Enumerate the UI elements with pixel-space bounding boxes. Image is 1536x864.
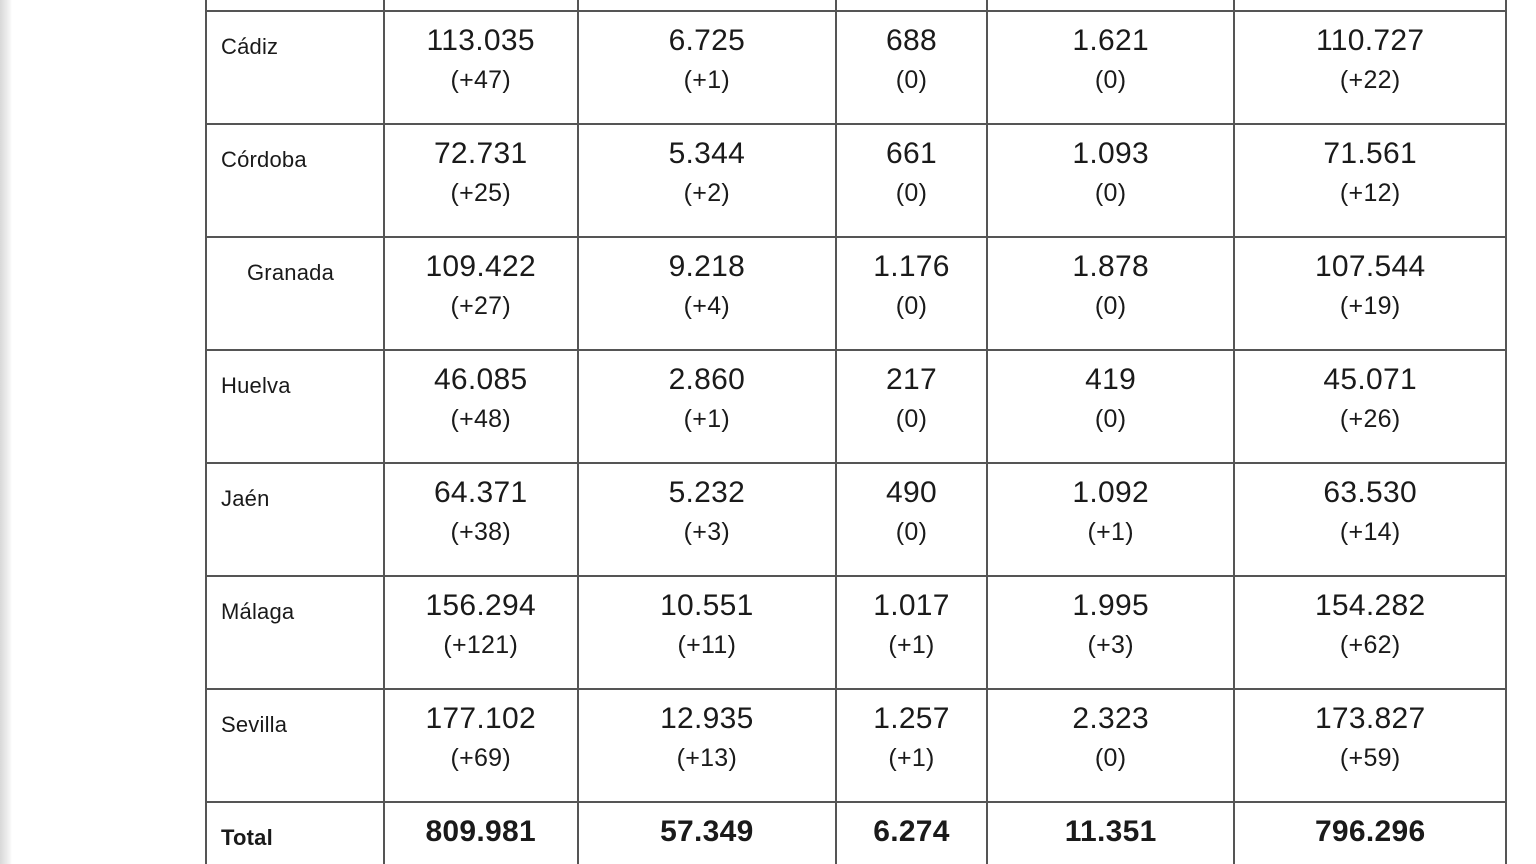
cell-value: 217 bbox=[886, 363, 937, 396]
cell-value: 72.731 bbox=[433, 137, 528, 170]
cell-delta: (+3) bbox=[1087, 631, 1134, 659]
cell-delta: (+4) bbox=[683, 292, 731, 320]
province-data-table bbox=[205, 0, 1507, 864]
data-cell bbox=[578, 124, 837, 237]
data-cell bbox=[987, 0, 1235, 11]
cell-delta: (+11) bbox=[677, 631, 737, 659]
cell-value: 1.176 bbox=[873, 250, 950, 283]
table-row bbox=[206, 463, 1506, 576]
cell-value: 45.071 bbox=[1323, 363, 1417, 396]
cell-delta: (+62) bbox=[1339, 631, 1401, 659]
data-cell bbox=[987, 689, 1235, 802]
cell-delta: (+27) bbox=[450, 292, 511, 320]
province-cell bbox=[206, 11, 384, 124]
data-cell bbox=[836, 463, 987, 576]
cell-delta: (+12) bbox=[1339, 179, 1401, 207]
data-cell bbox=[384, 802, 578, 864]
province-name: Sevilla bbox=[221, 712, 288, 737]
data-cell bbox=[987, 350, 1235, 463]
cell-value: 46.085 bbox=[433, 363, 528, 396]
data-cell bbox=[384, 0, 578, 11]
cell-delta: (0) bbox=[1094, 66, 1127, 94]
data-cell bbox=[1234, 689, 1506, 802]
data-cell bbox=[836, 350, 987, 463]
cell-delta: (0) bbox=[1094, 744, 1127, 772]
province-cell bbox=[206, 0, 384, 11]
cell-delta: (+3) bbox=[683, 518, 731, 546]
cell-value: 1.621 bbox=[1072, 24, 1149, 57]
table-row bbox=[206, 237, 1506, 350]
province-cell bbox=[206, 463, 384, 576]
cell-delta: (+19) bbox=[1339, 292, 1401, 320]
data-cell bbox=[987, 124, 1235, 237]
cell-value: 63.530 bbox=[1323, 476, 1417, 509]
province-cell bbox=[206, 689, 384, 802]
cell-delta: (0) bbox=[895, 66, 928, 94]
data-cell bbox=[836, 237, 987, 350]
data-cell bbox=[987, 576, 1235, 689]
data-cell bbox=[578, 576, 837, 689]
cell-value: 2.323 bbox=[1072, 702, 1149, 735]
cell-value: 109.422 bbox=[425, 250, 536, 283]
cell-value: 6.725 bbox=[668, 24, 746, 57]
data-cell bbox=[1234, 576, 1506, 689]
table-row bbox=[206, 124, 1506, 237]
cell-delta: (+38) bbox=[450, 518, 511, 546]
cell-delta: (+59) bbox=[1339, 744, 1401, 772]
data-cell bbox=[1234, 350, 1506, 463]
cell-value: 10.551 bbox=[660, 589, 754, 622]
table-row bbox=[206, 576, 1506, 689]
cell-value: 64.371 bbox=[433, 476, 528, 509]
table-row bbox=[206, 350, 1506, 463]
cell-delta: (+22) bbox=[1339, 66, 1401, 94]
cell-value: 113.035 bbox=[426, 24, 535, 57]
data-cell bbox=[1234, 463, 1506, 576]
province-name: Total bbox=[221, 825, 273, 850]
data-cell bbox=[578, 11, 837, 124]
data-cell bbox=[1234, 11, 1506, 124]
cell-value: 1.995 bbox=[1072, 589, 1149, 622]
table-row bbox=[206, 689, 1506, 802]
cell-delta: (+25) bbox=[450, 179, 511, 207]
data-cell bbox=[578, 689, 837, 802]
cell-value: 107.544 bbox=[1314, 250, 1426, 283]
cell-value: 1.017 bbox=[873, 589, 950, 622]
province-cell bbox=[206, 576, 384, 689]
cell-delta: (0) bbox=[1094, 292, 1127, 320]
data-cell bbox=[578, 237, 837, 350]
data-cell bbox=[578, 802, 837, 864]
cell-delta: (0) bbox=[895, 179, 928, 207]
data-cell bbox=[384, 124, 578, 237]
cell-value: 6.274 bbox=[873, 815, 950, 848]
cell-delta: (+14) bbox=[1339, 518, 1401, 546]
table-row bbox=[206, 0, 1506, 11]
cell-value: 809.981 bbox=[425, 815, 536, 848]
document-page bbox=[205, 0, 1507, 864]
cell-delta: (0) bbox=[895, 292, 928, 320]
data-cell bbox=[987, 237, 1235, 350]
cell-delta: (0) bbox=[1094, 405, 1127, 433]
cell-value: 177.102 bbox=[425, 702, 536, 735]
data-cell bbox=[836, 124, 987, 237]
cell-value: 12.935 bbox=[660, 702, 754, 735]
data-cell bbox=[384, 237, 578, 350]
cell-delta: (+1) bbox=[888, 744, 935, 772]
data-cell bbox=[836, 689, 987, 802]
data-cell bbox=[578, 463, 837, 576]
cell-value: 110.727 bbox=[1316, 24, 1425, 57]
cell-delta: (+1) bbox=[888, 631, 935, 659]
cell-value: 661 bbox=[886, 137, 937, 170]
province-name: Jaén bbox=[221, 486, 270, 511]
cell-delta: (0) bbox=[895, 405, 928, 433]
data-cell bbox=[836, 11, 987, 124]
cell-value: 1.878 bbox=[1072, 250, 1149, 283]
cell-value: 1.093 bbox=[1072, 137, 1149, 170]
cell-delta: (+121) bbox=[443, 631, 519, 659]
cell-value: 154.282 bbox=[1314, 589, 1426, 622]
province-name: Málaga bbox=[221, 599, 295, 624]
table-row bbox=[206, 11, 1506, 124]
cell-delta: (+26) bbox=[1339, 405, 1401, 433]
cell-value: 796.296 bbox=[1314, 815, 1426, 848]
data-cell bbox=[987, 463, 1235, 576]
province-cell bbox=[206, 124, 384, 237]
cell-value: 1.092 bbox=[1072, 476, 1149, 509]
cell-value: 490 bbox=[886, 476, 937, 509]
data-cell bbox=[836, 0, 987, 11]
cell-value: 5.344 bbox=[668, 137, 746, 170]
cell-value: 5.232 bbox=[668, 476, 746, 509]
province-name: Córdoba bbox=[221, 147, 307, 172]
data-cell bbox=[1234, 124, 1506, 237]
data-cell bbox=[987, 802, 1235, 864]
data-cell bbox=[384, 11, 578, 124]
data-cell bbox=[836, 802, 987, 864]
table-row-total bbox=[206, 802, 1506, 864]
data-cell bbox=[384, 689, 578, 802]
cell-delta: (0) bbox=[1094, 179, 1127, 207]
province-cell bbox=[206, 350, 384, 463]
cell-value: 173.827 bbox=[1314, 702, 1426, 735]
province-name: Cádiz bbox=[221, 34, 279, 59]
cell-value: 57.349 bbox=[660, 815, 754, 848]
province-name: Granada bbox=[247, 260, 335, 285]
cell-value: 156.294 bbox=[425, 589, 536, 622]
data-cell bbox=[384, 576, 578, 689]
cell-value: 9.218 bbox=[668, 250, 746, 283]
cell-delta: (+1) bbox=[1087, 518, 1134, 546]
cell-delta: (0) bbox=[895, 518, 928, 546]
province-cell bbox=[206, 802, 384, 864]
cell-delta: (+69) bbox=[450, 744, 511, 772]
data-cell bbox=[1234, 802, 1506, 864]
data-cell bbox=[836, 576, 987, 689]
cell-value: 71.561 bbox=[1323, 137, 1417, 170]
province-name: Huelva bbox=[221, 373, 291, 398]
cell-delta: (+48) bbox=[450, 405, 511, 433]
cell-delta: (+2) bbox=[683, 179, 731, 207]
cell-value: 688 bbox=[886, 24, 937, 57]
cell-value: 11.351 bbox=[1064, 815, 1157, 848]
data-cell bbox=[1234, 237, 1506, 350]
cell-delta: (+1) bbox=[683, 66, 731, 94]
viewer-left-edge bbox=[0, 0, 12, 864]
cell-value: 419 bbox=[1085, 363, 1137, 396]
cell-delta: (+47) bbox=[450, 66, 511, 94]
cell-delta: (+13) bbox=[676, 744, 738, 772]
data-cell bbox=[578, 350, 837, 463]
province-cell bbox=[206, 237, 384, 350]
cell-delta: (+1) bbox=[683, 405, 731, 433]
data-cell bbox=[1234, 0, 1506, 11]
data-cell bbox=[384, 350, 578, 463]
cell-value: 1.257 bbox=[873, 702, 950, 735]
data-cell bbox=[384, 463, 578, 576]
data-cell bbox=[578, 0, 837, 11]
data-cell bbox=[987, 11, 1235, 124]
cell-value: 2.860 bbox=[668, 363, 746, 396]
